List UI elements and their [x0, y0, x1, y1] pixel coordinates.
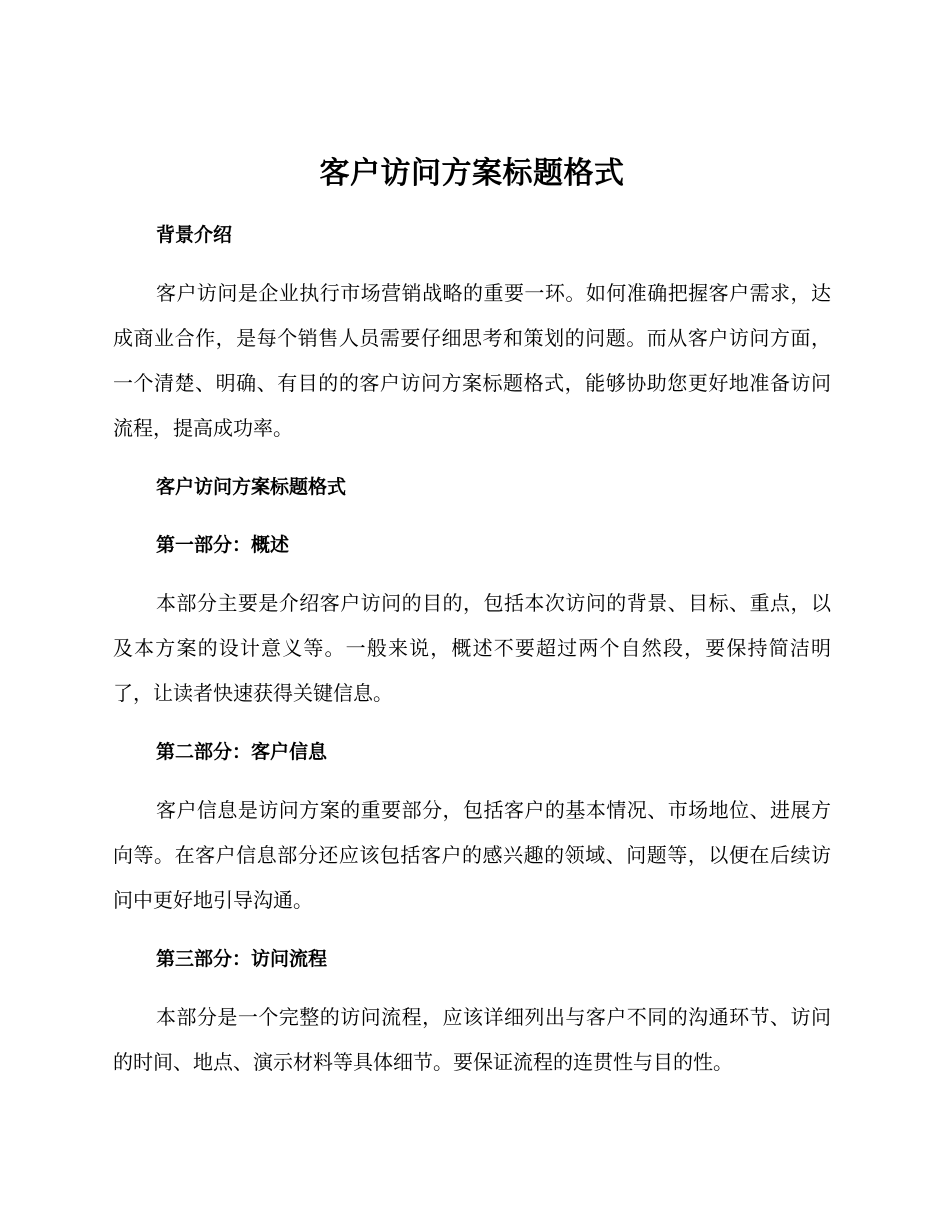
spacer [113, 509, 831, 523]
spacer [113, 567, 831, 581]
section-heading-part-2: 第二部分：客户信息 [156, 741, 328, 763]
spacer [113, 451, 831, 465]
spacer [113, 257, 831, 271]
section-heading-part-1: 第一部分：概述 [156, 534, 290, 556]
section-heading-part-3: 第三部分：访问流程 [156, 948, 328, 970]
spacer [113, 923, 831, 937]
section-heading-format: 客户访问方案标题格式 [156, 476, 347, 498]
document-title: 客户访问方案标题格式 [319, 156, 625, 191]
section-paragraph-part-2: 客户信息是访问方案的重要部分，包括客户的基本情况、市场地位、进展方向等。在客户信息部分还应该包括客户的感兴趣的领域、问题等，以便在后续访问中更好地引导沟通。 [113, 798, 831, 912]
section-paragraph-background: 客户访问是企业执行市场营销战略的重要一环。如何准确把握客户需求，达成商业合作，是每个销售人员需要仔细思考和策划的问题。而从客户访问方面，一个清楚、明确、有目的的客户访问方案标题格式，能够协助您更好地准备访问流程，提高成功率。 [113, 281, 831, 440]
spacer [113, 774, 831, 788]
section-paragraph-part-3: 本部分是一个完整的访问流程，应该详细列出与客户不同的沟通环节、访问的时间、地点、演示材料等具体细节。要保证流程的连贯性与目的性。 [113, 1005, 831, 1074]
spacer [113, 716, 831, 730]
document-body [113, 148, 831, 1085]
spacer [113, 981, 831, 995]
spacer [113, 200, 831, 213]
section-heading-background: 背景介绍 [156, 224, 233, 246]
section-paragraph-part-1: 本部分主要是介绍客户访问的目的，包括本次访问的背景、目标、重点，以及本方案的设计意义等。一般来说，概述不要超过两个自然段，要保持简洁明了，让读者快速获得关键信息。 [113, 591, 831, 705]
